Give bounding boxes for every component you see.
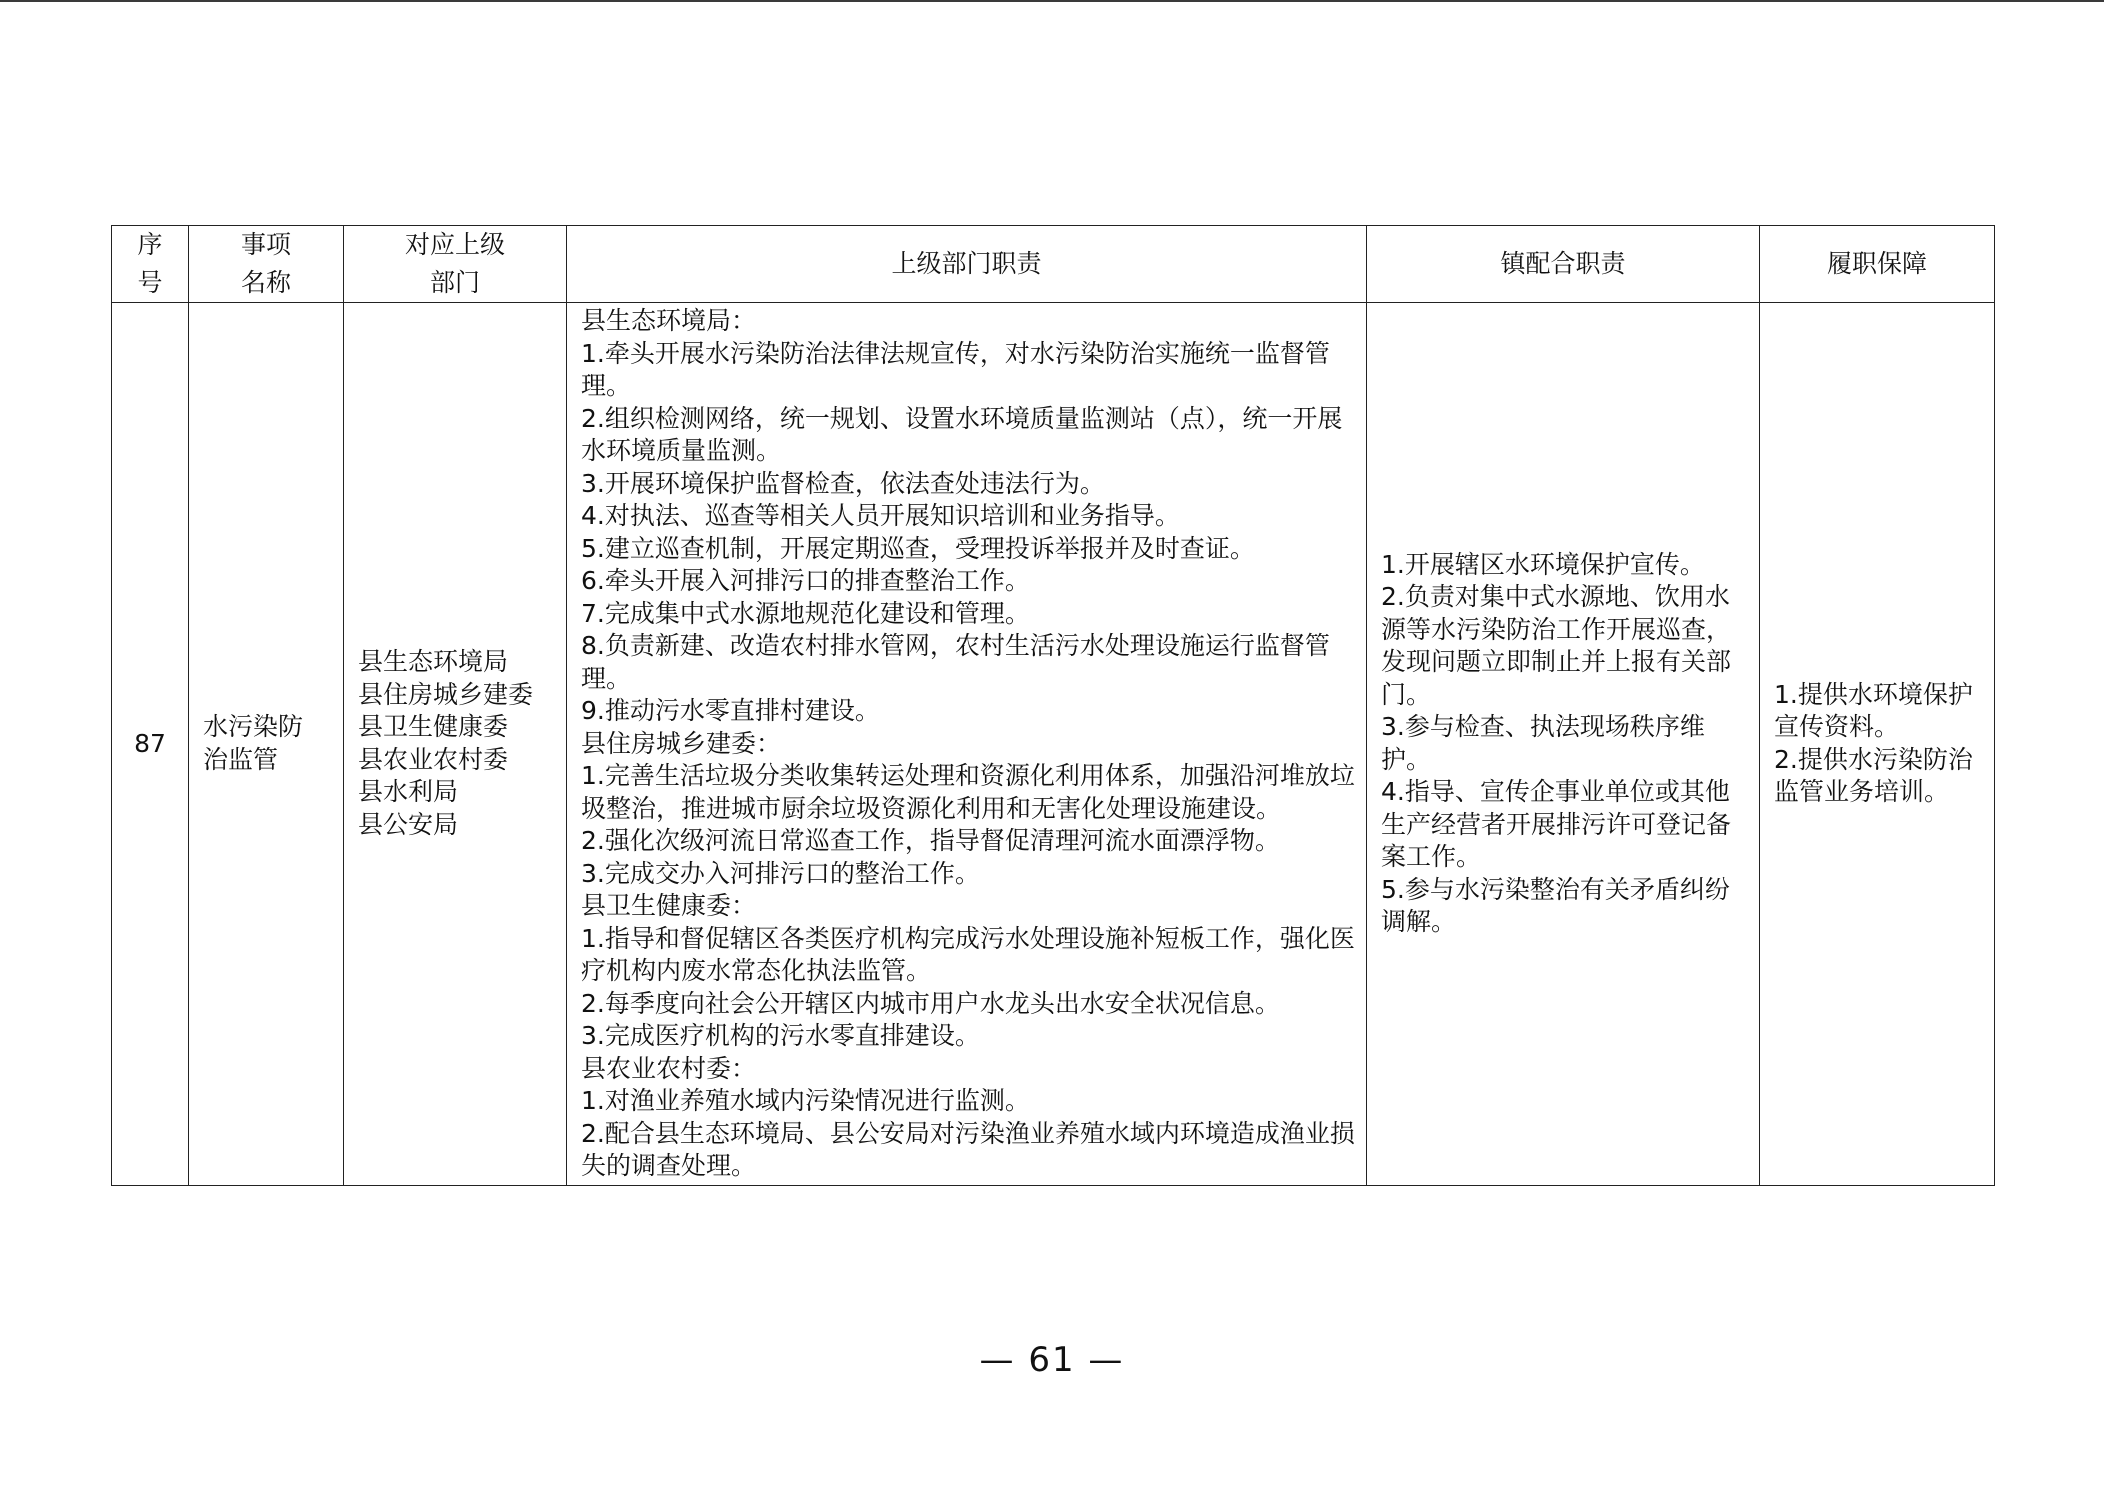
department-name: 县水利局 [358, 777, 459, 807]
department-name: 县农业农村委 [358, 744, 509, 774]
header-superior-department: 对应上级 部门 [344, 226, 567, 303]
table-row [112, 303, 1995, 1186]
row-number: 87 [112, 303, 189, 1186]
duty-item: 3.参与检查、执法现场秩序维护。 [1381, 712, 1705, 774]
duty-item: 6.牵头开展入河排污口的排查整治工作。 [581, 566, 1030, 595]
duty-item: 4.对执法、巡查等相关人员开展知识培训和业务指导。 [581, 501, 1180, 530]
duty-section-heading: 县卫生健康委： [581, 891, 757, 920]
header-town-duties: 镇配合职责 [1367, 226, 1760, 303]
header-item-name: 事项 名称 [189, 226, 344, 303]
duty-item: 1.完善生活垃圾分类收集转运处理和资源化利用体系，加强沿河堆放垃圾整治，推进城市厨余垃圾资源化利用和无害化处理设施建设。 [581, 761, 1355, 823]
row-superior-duties [567, 303, 1367, 1186]
duty-item: 2.强化次级河流日常巡查工作，指导督促清理河流水面漂浮物。 [581, 826, 1280, 855]
duty-item: 1.指导和督促辖区各类医疗机构完成污水处理设施补短板工作，强化医疗机构内废水常态化执法监管。 [581, 923, 1355, 985]
duty-item: 3.完成交办入河排污口的整治工作。 [581, 858, 980, 888]
department-name: 县生态环境局 [358, 647, 509, 677]
duty-item: 9.推动污水零直排村建设。 [581, 696, 880, 725]
guarantee-item: 1.提供水环境保护宣传资料。 [1774, 679, 1973, 742]
duty-item: 2.组织检测网络，统一规划、设置水环境质量监测站（点），统一开展水环境质量监测。 [581, 403, 1343, 465]
duty-item: 1.对渔业养殖水域内污染情况进行监测。 [581, 1086, 1030, 1115]
department-name: 县住房城乡建委 [358, 679, 534, 709]
page-number: — 61 — [979, 1340, 1125, 1380]
duty-table [111, 225, 1995, 1186]
duty-item: 4.指导、宣传企事业单位或其他生产经营者开展排污许可登记备案工作。 [1381, 777, 1732, 872]
duty-section-heading: 县农业农村委： [581, 1053, 757, 1083]
top-border-line [0, 0, 2104, 2]
duty-section-heading: 县生态环境局： [581, 306, 757, 335]
duty-item: 3.开展环境保护监督检查，依法查处违法行为。 [581, 468, 1105, 498]
row-item-name: 水污染防 治监管 [189, 303, 344, 1186]
duty-item: 2.配合县生态环境局、县公安局对污染渔业养殖水域内环境造成渔业损失的调查处理。 [581, 1118, 1355, 1180]
duty-item: 8.负责新建、改造农村排水管网，农村生活污水处理设施运行监督管理。 [581, 631, 1330, 693]
duty-item: 2.每季度向社会公开辖区内城市用户水龙头出水安全状况信息。 [581, 988, 1280, 1018]
duty-item: 3.完成医疗机构的污水零直排建设。 [581, 1021, 980, 1050]
duty-item: 5.参与水污染整治有关矛盾纠纷调解。 [1381, 874, 1730, 937]
duty-section-heading: 县住房城乡建委： [581, 728, 782, 758]
department-name: 县卫生健康委 [358, 712, 509, 742]
header-guarantee: 履职保障 [1760, 226, 1995, 303]
header-number: 序 号 [112, 226, 189, 303]
duty-item: 1.牵头开展水污染防治法律法规宣传，对水污染防治实施统一监督管理。 [581, 338, 1330, 400]
duty-item: 7.完成集中式水源地规范化建设和管理。 [581, 598, 1030, 628]
duty-item: 2.负责对集中式水源地、饮用水源等水污染防治工作开展巡查，发现问题立即制止并上报有关部门。 [1381, 582, 1732, 709]
duty-item: 5.建立巡查机制，开展定期巡查，受理投诉举报并及时查证。 [581, 533, 1255, 563]
guarantee-item: 2.提供水污染防治监管业务培训。 [1774, 744, 1973, 807]
duty-item: 1.开展辖区水环境保护宣传。 [1381, 549, 1705, 579]
row-town-duties [1367, 303, 1760, 1186]
department-name: 县公安局 [358, 809, 459, 839]
header-row [112, 226, 1995, 303]
header-superior-duties: 上级部门职责 [567, 226, 1367, 303]
row-departments [344, 303, 567, 1186]
row-guarantee [1760, 303, 1995, 1186]
